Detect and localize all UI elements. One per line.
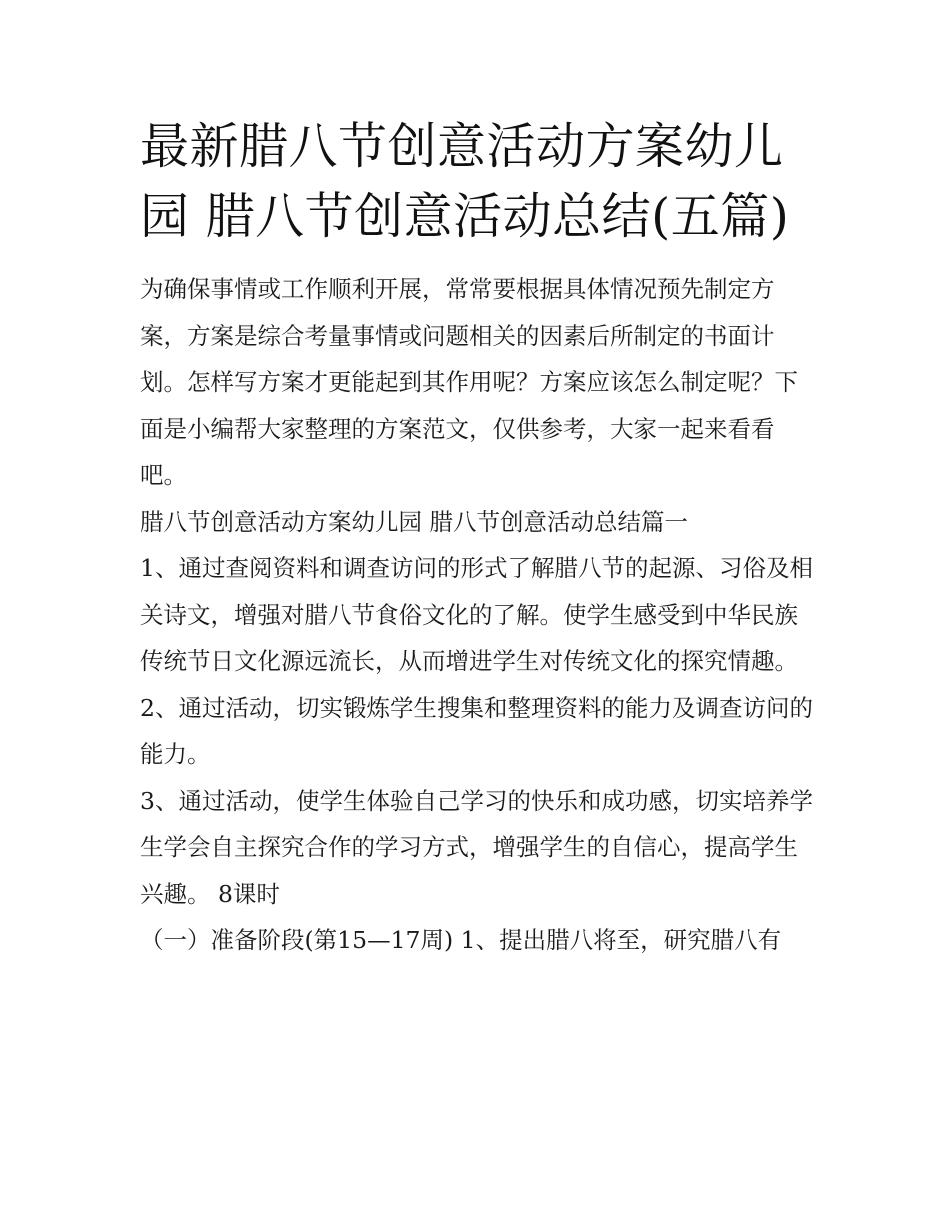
objective-2-paragraph: 2、通过活动，切实锻炼学生搜集和整理资料的能力及调查访问的能力。 xyxy=(140,693,813,768)
section-heading: 腊八节创意活动方案幼儿园 腊八节创意活动总结篇一 xyxy=(140,507,688,536)
objective-1-paragraph: 1、通过查阅资料和调查访问的形式了解腊八节的起源、习俗及相关诗文，增强对腊八节食俗文化的了解。使学生感受到中华民族传统节日文化源远流长，从而增进学生对传统文化的探究情趣。 xyxy=(140,554,813,675)
preparation-stage-paragraph: （一）准备阶段(第15—17周) 1、提出腊八将至，研究腊八有 xyxy=(140,926,782,954)
intro-paragraph: 为确保事情或工作顺利开展，常常要根据具体情况预先制定方案，方案是综合考量事情或问题相关的因素后所制定的书面计划。怎样写方案才更能起到其作用呢？方案应该怎么制定呢？下面是小编帮大家整理的方案范文，仅供参考，大家一起来看看吧。 xyxy=(140,275,798,489)
document-title: 最新腊八节创意活动方案幼儿园 腊八节创意活动总结(五篇) xyxy=(140,118,790,245)
document-content xyxy=(140,112,820,964)
objective-3-paragraph: 3、通过活动，使学生体验自己学习的快乐和成功感，切实培养学生学会自主探究合作的学习方式，增强学生的自信心，提高学生兴趣。 8课时 xyxy=(140,786,813,908)
